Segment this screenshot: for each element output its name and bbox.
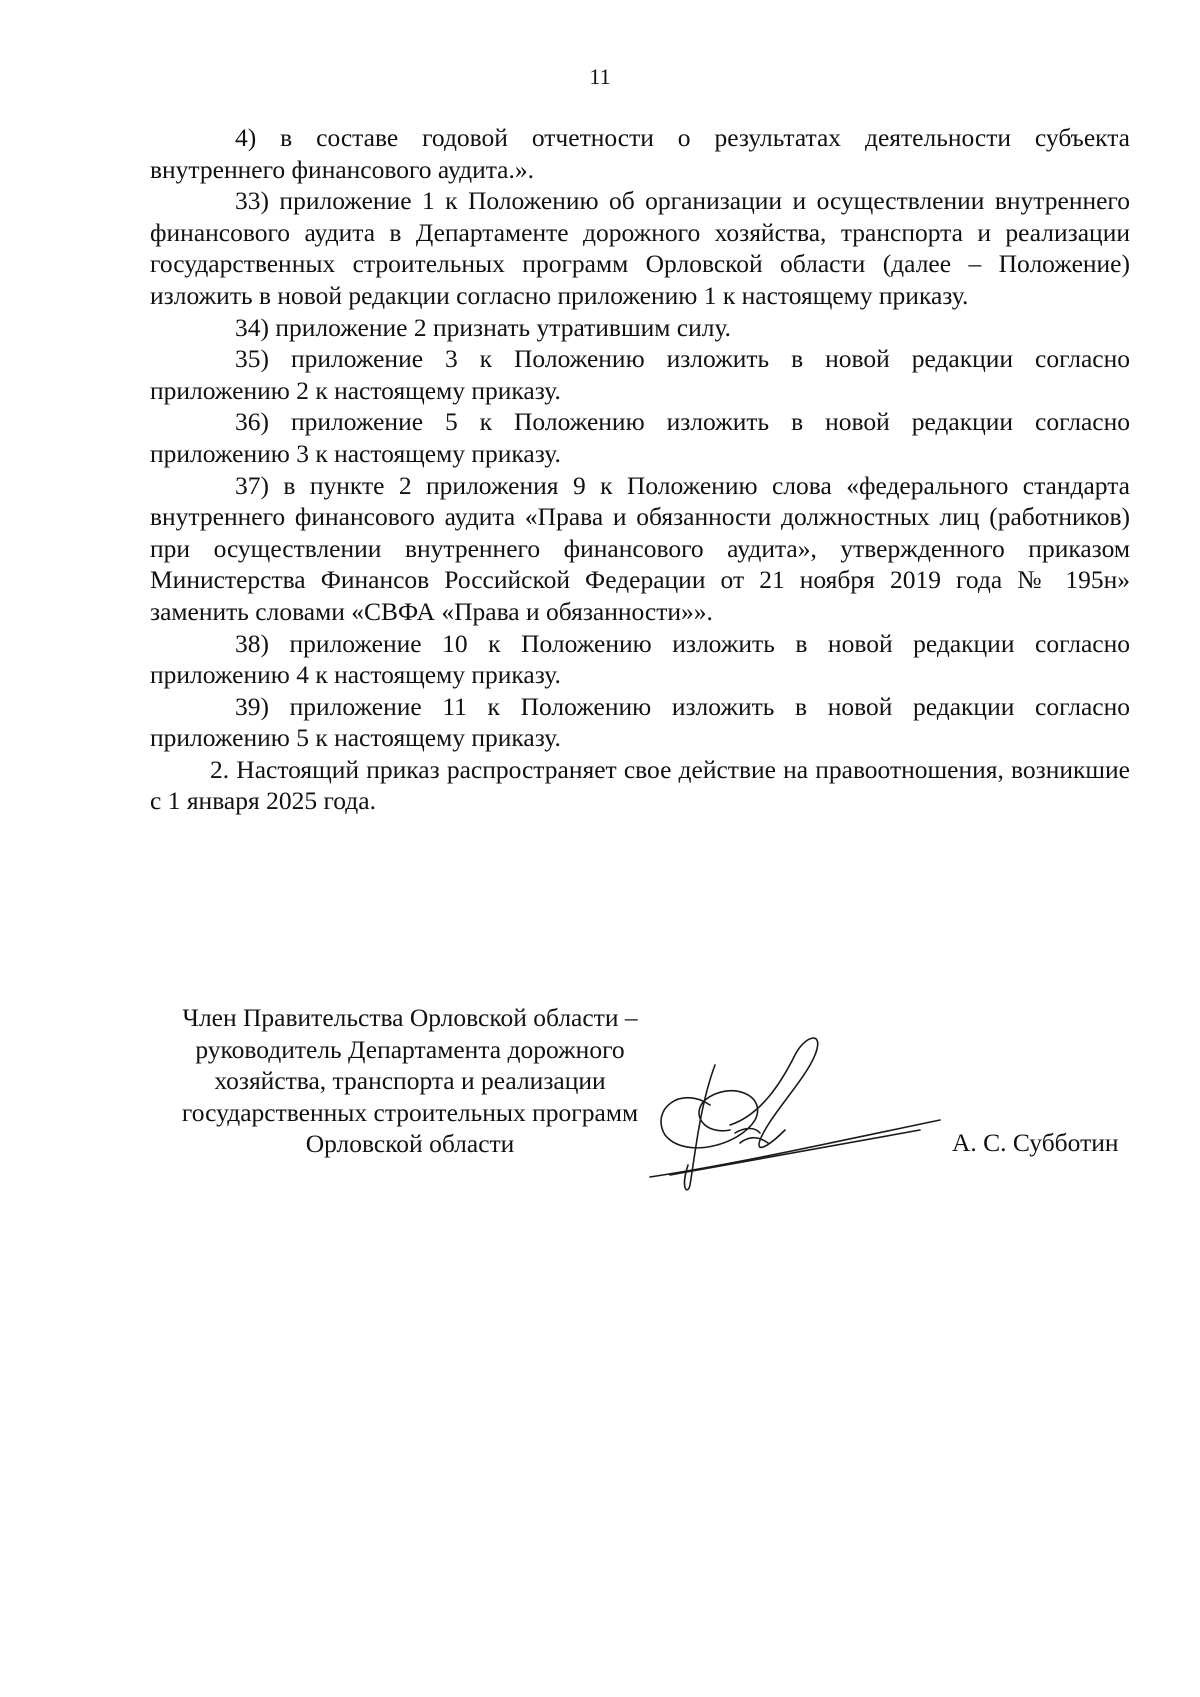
signer-name: А. С. Субботин (952, 1128, 1119, 1157)
paragraph-clause-2: 2. Настоящий приказ распространяет свое действие на правоотношения, возникшие с 1 января 2025 года. (150, 754, 1130, 816)
paragraph-item-37: 37) в пункте 2 приложения 9 к Положению слова «федерального стандарта внутреннего финансового аудита «Права и обязанности должностных лиц (работников) при осуществлении внутреннего финансового аудита», утвержденного приказом Министерства Финансов Российской Федерации от 21 ноября 2019 года № 195н» заменить словами «СВФА «Права и обязанности»». (150, 470, 1130, 626)
paragraph-item-34: 34) приложение 2 признать утратившим силу. (235, 312, 732, 342)
signer-title (150, 1002, 670, 1160)
signer-title-line: Член Правительства Орловской области – (182, 1003, 638, 1032)
document-body (150, 122, 1130, 817)
paragraph-item-33: 33) приложение 1 к Положению об организации и осуществлении внутреннего финансового аудита в Департаменте дорожного хозяйства, транспорта и реализации государственных строительных программ Орловской области (далее – Положение) изложить в новой редакции согласно приложению 1 к настоящему приказу. (150, 186, 1130, 310)
paragraph-item-39: 39) приложение 11 к Положению изложить в новой редакции согласно приложению 5 к настоящему приказу. (150, 691, 1130, 753)
signer-title-line: руководитель Департамента дорожного (195, 1034, 625, 1064)
handwritten-signature (610, 1025, 1010, 1195)
paragraph-item-4: 4) в составе годовой отчетности о результатах деятельности субъекта внутреннего финансового аудита.». (150, 123, 1130, 184)
paragraph-item-38: 38) приложение 10 к Положению изложить в новой редакции согласно приложению 4 к настоящему приказу. (150, 628, 1130, 690)
page-number: 11 (589, 64, 611, 89)
paragraph-item-36: 36) приложение 5 к Положению изложить в новой редакции согласно приложению 3 к настоящему приказу. (150, 407, 1130, 468)
signer-title-line: хозяйства, транспорта и реализации (214, 1066, 606, 1096)
paragraph-item-35: 35) приложение 3 к Положению изложить в новой редакции согласно приложению 2 к настоящему приказу. (150, 344, 1130, 405)
signer-title-line: Орловской области (305, 1129, 515, 1159)
signer-title-line: государственных строительных программ (181, 1097, 639, 1127)
